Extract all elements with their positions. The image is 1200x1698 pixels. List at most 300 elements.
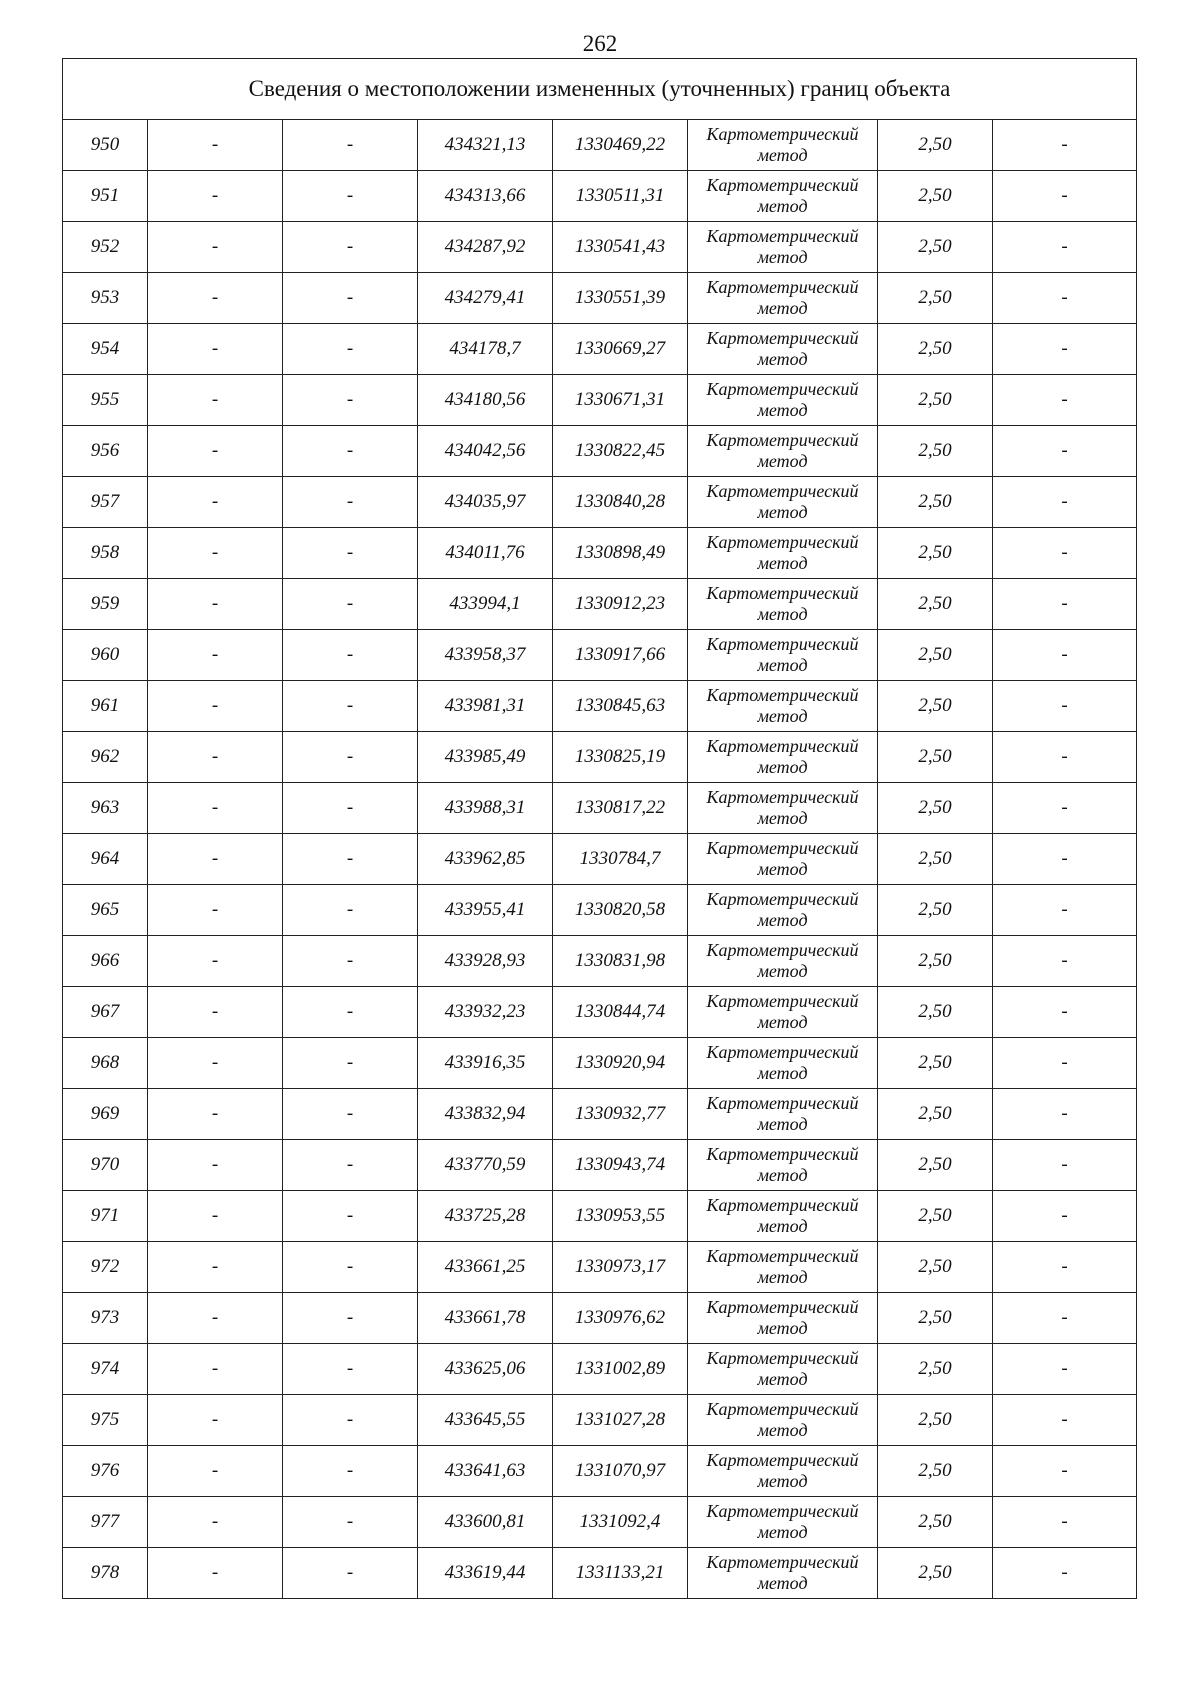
accuracy-cell: 2,50 [878, 834, 993, 885]
x-coordinate-cell: 433932,23 [418, 987, 553, 1038]
accuracy-cell: 2,50 [878, 477, 993, 528]
accuracy-cell: 2,50 [878, 1395, 993, 1446]
empty-cell: - [993, 171, 1137, 222]
method-line: Картометрический [706, 1297, 859, 1317]
table-row [63, 528, 1137, 579]
method-line: метод [757, 196, 808, 216]
point-number-cell: 962 [63, 732, 148, 783]
table-row [63, 222, 1137, 273]
empty-cell: - [283, 1191, 418, 1242]
empty-cell: - [283, 273, 418, 324]
empty-cell: - [993, 681, 1137, 732]
empty-cell: - [283, 936, 418, 987]
method-line: метод [757, 451, 808, 471]
y-coordinate-cell: 1330976,62 [553, 1293, 688, 1344]
point-number-cell: 958 [63, 528, 148, 579]
empty-cell: - [993, 528, 1137, 579]
method-cell [688, 1038, 878, 1089]
method-line: метод [757, 247, 808, 267]
y-coordinate-cell: 1330469,22 [553, 120, 688, 171]
method-cell [688, 477, 878, 528]
y-coordinate-cell: 1330917,66 [553, 630, 688, 681]
point-number-cell: 969 [63, 1089, 148, 1140]
y-coordinate-cell: 1330817,22 [553, 783, 688, 834]
method-line: метод [757, 1471, 808, 1491]
method-line: метод [757, 553, 808, 573]
table-heading: Сведения о местоположении измененных (уточненных) границ объекта [63, 59, 1137, 120]
accuracy-cell: 2,50 [878, 222, 993, 273]
x-coordinate-cell: 434035,97 [418, 477, 553, 528]
empty-cell: - [993, 426, 1137, 477]
table-row [63, 630, 1137, 681]
point-number-cell: 966 [63, 936, 148, 987]
accuracy-cell: 2,50 [878, 426, 993, 477]
empty-cell: - [148, 936, 283, 987]
accuracy-cell: 2,50 [878, 1548, 993, 1599]
point-number-cell: 974 [63, 1344, 148, 1395]
x-coordinate-cell: 433988,31 [418, 783, 553, 834]
point-number-cell: 961 [63, 681, 148, 732]
empty-cell: - [148, 783, 283, 834]
x-coordinate-cell: 434321,13 [418, 120, 553, 171]
method-line: метод [757, 1522, 808, 1542]
empty-cell: - [283, 375, 418, 426]
method-cell [688, 1140, 878, 1191]
empty-cell: - [283, 1395, 418, 1446]
method-cell [688, 171, 878, 222]
method-cell [688, 120, 878, 171]
table-row [63, 120, 1137, 171]
table-row [63, 1395, 1137, 1446]
accuracy-cell: 2,50 [878, 936, 993, 987]
method-line: метод [757, 910, 808, 930]
method-cell [688, 1344, 878, 1395]
method-line: Картометрический [706, 1042, 859, 1062]
empty-cell: - [283, 222, 418, 273]
table-row [63, 1242, 1137, 1293]
method-line: Картометрический [706, 124, 859, 144]
method-line: Картометрический [706, 1144, 859, 1164]
empty-cell: - [993, 222, 1137, 273]
method-cell [688, 426, 878, 477]
table-row [63, 1191, 1137, 1242]
empty-cell: - [993, 1191, 1137, 1242]
method-line: метод [757, 1063, 808, 1083]
x-coordinate-cell: 433645,55 [418, 1395, 553, 1446]
empty-cell: - [993, 987, 1137, 1038]
method-cell [688, 1395, 878, 1446]
empty-cell: - [283, 1293, 418, 1344]
table-row [63, 1089, 1137, 1140]
method-line: метод [757, 655, 808, 675]
method-line: Картометрический [706, 940, 859, 960]
point-number-cell: 976 [63, 1446, 148, 1497]
method-line: Картометрический [706, 685, 859, 705]
table-row [63, 1497, 1137, 1548]
page-number: 262 [582, 31, 618, 56]
method-cell [688, 579, 878, 630]
method-cell [688, 630, 878, 681]
x-coordinate-cell: 433619,44 [418, 1548, 553, 1599]
method-line: Картометрический [706, 838, 859, 858]
empty-cell: - [993, 579, 1137, 630]
empty-cell: - [148, 222, 283, 273]
method-line: метод [757, 1267, 808, 1287]
method-cell [688, 1548, 878, 1599]
method-cell [688, 1191, 878, 1242]
accuracy-cell: 2,50 [878, 1038, 993, 1089]
method-line: Картометрический [706, 175, 859, 195]
empty-cell: - [148, 171, 283, 222]
point-number-cell: 957 [63, 477, 148, 528]
point-number-cell: 952 [63, 222, 148, 273]
method-cell [688, 1293, 878, 1344]
table-row [63, 987, 1137, 1038]
method-line: Картометрический [706, 583, 859, 603]
accuracy-cell: 2,50 [878, 120, 993, 171]
empty-cell: - [148, 1497, 283, 1548]
method-line: Картометрический [706, 634, 859, 654]
table-row [63, 477, 1137, 528]
empty-cell: - [993, 732, 1137, 783]
method-line: Картометрический [706, 1195, 859, 1215]
empty-cell: - [148, 834, 283, 885]
empty-cell: - [283, 1038, 418, 1089]
method-cell [688, 936, 878, 987]
method-cell [688, 1497, 878, 1548]
method-line: метод [757, 298, 808, 318]
method-line: метод [757, 604, 808, 624]
empty-cell: - [993, 1140, 1137, 1191]
accuracy-cell: 2,50 [878, 1293, 993, 1344]
method-cell [688, 987, 878, 1038]
empty-cell: - [148, 1293, 283, 1344]
empty-cell: - [148, 681, 283, 732]
accuracy-cell: 2,50 [878, 1140, 993, 1191]
table-row [63, 1548, 1137, 1599]
empty-cell: - [148, 477, 283, 528]
x-coordinate-cell: 434313,66 [418, 171, 553, 222]
point-number-cell: 964 [63, 834, 148, 885]
accuracy-cell: 2,50 [878, 375, 993, 426]
method-line: метод [757, 706, 808, 726]
empty-cell: - [283, 477, 418, 528]
method-line: метод [757, 808, 808, 828]
point-number-cell: 953 [63, 273, 148, 324]
method-line: Картометрический [706, 889, 859, 909]
empty-cell: - [283, 987, 418, 1038]
empty-cell: - [993, 1038, 1137, 1089]
accuracy-cell: 2,50 [878, 1191, 993, 1242]
empty-cell: - [283, 1344, 418, 1395]
accuracy-cell: 2,50 [878, 528, 993, 579]
y-coordinate-cell: 1331070,97 [553, 1446, 688, 1497]
table-body [63, 59, 1137, 1599]
empty-cell: - [148, 1089, 283, 1140]
empty-cell: - [148, 1548, 283, 1599]
empty-cell: - [148, 1446, 283, 1497]
point-number-cell: 968 [63, 1038, 148, 1089]
empty-cell: - [283, 1089, 418, 1140]
y-coordinate-cell: 1330920,94 [553, 1038, 688, 1089]
method-line: метод [757, 757, 808, 777]
y-coordinate-cell: 1330822,45 [553, 426, 688, 477]
accuracy-cell: 2,50 [878, 1344, 993, 1395]
empty-cell: - [283, 528, 418, 579]
method-cell [688, 273, 878, 324]
empty-cell: - [283, 783, 418, 834]
point-number-cell: 965 [63, 885, 148, 936]
empty-cell: - [148, 1038, 283, 1089]
table-row [63, 732, 1137, 783]
y-coordinate-cell: 1330840,28 [553, 477, 688, 528]
accuracy-cell: 2,50 [878, 681, 993, 732]
accuracy-cell: 2,50 [878, 579, 993, 630]
x-coordinate-cell: 433770,59 [418, 1140, 553, 1191]
point-number-cell: 959 [63, 579, 148, 630]
method-line: Картометрический [706, 787, 859, 807]
empty-cell: - [993, 1548, 1137, 1599]
empty-cell: - [283, 1548, 418, 1599]
table-heading-row [63, 59, 1137, 120]
x-coordinate-cell: 434178,7 [418, 324, 553, 375]
method-line: Картометрический [706, 481, 859, 501]
accuracy-cell: 2,50 [878, 885, 993, 936]
y-coordinate-cell: 1330898,49 [553, 528, 688, 579]
accuracy-cell: 2,50 [878, 630, 993, 681]
table-row [63, 936, 1137, 987]
empty-cell: - [283, 681, 418, 732]
method-cell [688, 1242, 878, 1293]
empty-cell: - [148, 987, 283, 1038]
y-coordinate-cell: 1331027,28 [553, 1395, 688, 1446]
accuracy-cell: 2,50 [878, 1089, 993, 1140]
table-row [63, 1293, 1137, 1344]
accuracy-cell: 2,50 [878, 1497, 993, 1548]
method-line: Картометрический [706, 328, 859, 348]
method-line: Картометрический [706, 1399, 859, 1419]
x-coordinate-cell: 434042,56 [418, 426, 553, 477]
y-coordinate-cell: 1330912,23 [553, 579, 688, 630]
x-coordinate-cell: 434287,92 [418, 222, 553, 273]
method-cell [688, 732, 878, 783]
empty-cell: - [993, 375, 1137, 426]
method-line: метод [757, 145, 808, 165]
empty-cell: - [148, 1242, 283, 1293]
point-number-cell: 970 [63, 1140, 148, 1191]
y-coordinate-cell: 1330671,31 [553, 375, 688, 426]
y-coordinate-cell: 1330541,43 [553, 222, 688, 273]
table-row [63, 885, 1137, 936]
empty-cell: - [993, 1497, 1137, 1548]
method-line: метод [757, 961, 808, 981]
empty-cell: - [993, 120, 1137, 171]
accuracy-cell: 2,50 [878, 987, 993, 1038]
point-number-cell: 963 [63, 783, 148, 834]
point-number-cell: 951 [63, 171, 148, 222]
method-line: метод [757, 1114, 808, 1134]
method-line: метод [757, 1420, 808, 1440]
method-line: метод [757, 1012, 808, 1032]
empty-cell: - [148, 1191, 283, 1242]
table-row [63, 783, 1137, 834]
y-coordinate-cell: 1330845,63 [553, 681, 688, 732]
method-line: метод [757, 400, 808, 420]
table-row [63, 1140, 1137, 1191]
method-line: метод [757, 1369, 808, 1389]
method-line: Картометрический [706, 277, 859, 297]
y-coordinate-cell: 1330669,27 [553, 324, 688, 375]
point-number-cell: 954 [63, 324, 148, 375]
empty-cell: - [993, 834, 1137, 885]
table-row [63, 681, 1137, 732]
empty-cell: - [283, 630, 418, 681]
y-coordinate-cell: 1330551,39 [553, 273, 688, 324]
empty-cell: - [993, 783, 1137, 834]
x-coordinate-cell: 433928,93 [418, 936, 553, 987]
empty-cell: - [148, 630, 283, 681]
empty-cell: - [283, 120, 418, 171]
point-number-cell: 955 [63, 375, 148, 426]
y-coordinate-cell: 1330831,98 [553, 936, 688, 987]
empty-cell: - [148, 732, 283, 783]
empty-cell: - [993, 936, 1137, 987]
empty-cell: - [283, 324, 418, 375]
x-coordinate-cell: 433661,25 [418, 1242, 553, 1293]
empty-cell: - [148, 375, 283, 426]
empty-cell: - [283, 171, 418, 222]
boundary-coordinates-table [62, 58, 1137, 1599]
method-line: метод [757, 1165, 808, 1185]
y-coordinate-cell: 1330844,74 [553, 987, 688, 1038]
y-coordinate-cell: 1331002,89 [553, 1344, 688, 1395]
empty-cell: - [283, 426, 418, 477]
x-coordinate-cell: 434011,76 [418, 528, 553, 579]
point-number-cell: 950 [63, 120, 148, 171]
method-line: Картометрический [706, 1450, 859, 1470]
empty-cell: - [993, 273, 1137, 324]
empty-cell: - [283, 1497, 418, 1548]
point-number-cell: 956 [63, 426, 148, 477]
accuracy-cell: 2,50 [878, 171, 993, 222]
empty-cell: - [148, 1344, 283, 1395]
method-line: Картометрический [706, 1348, 859, 1368]
x-coordinate-cell: 433958,37 [418, 630, 553, 681]
empty-cell: - [283, 834, 418, 885]
table-row [63, 1038, 1137, 1089]
x-coordinate-cell: 433916,35 [418, 1038, 553, 1089]
y-coordinate-cell: 1330511,31 [553, 171, 688, 222]
y-coordinate-cell: 1331092,4 [553, 1497, 688, 1548]
accuracy-cell: 2,50 [878, 1446, 993, 1497]
point-number-cell: 967 [63, 987, 148, 1038]
empty-cell: - [148, 426, 283, 477]
empty-cell: - [148, 528, 283, 579]
empty-cell: - [148, 273, 283, 324]
method-line: Картометрический [706, 736, 859, 756]
empty-cell: - [283, 1140, 418, 1191]
method-line: метод [757, 1216, 808, 1236]
empty-cell: - [993, 477, 1137, 528]
x-coordinate-cell: 433725,28 [418, 1191, 553, 1242]
method-cell [688, 528, 878, 579]
table-row [63, 375, 1137, 426]
empty-cell: - [993, 1395, 1137, 1446]
method-cell [688, 885, 878, 936]
method-line: метод [757, 859, 808, 879]
x-coordinate-cell: 433625,06 [418, 1344, 553, 1395]
x-coordinate-cell: 433994,1 [418, 579, 553, 630]
table-row [63, 579, 1137, 630]
accuracy-cell: 2,50 [878, 273, 993, 324]
accuracy-cell: 2,50 [878, 1242, 993, 1293]
table-row [63, 324, 1137, 375]
table-row [63, 1446, 1137, 1497]
method-cell [688, 375, 878, 426]
empty-cell: - [283, 732, 418, 783]
empty-cell: - [148, 1395, 283, 1446]
method-line: Картометрический [706, 532, 859, 552]
empty-cell: - [993, 1242, 1137, 1293]
x-coordinate-cell: 433641,63 [418, 1446, 553, 1497]
method-line: метод [757, 502, 808, 522]
point-number-cell: 971 [63, 1191, 148, 1242]
empty-cell: - [993, 630, 1137, 681]
method-line: Картометрический [706, 1501, 859, 1521]
empty-cell: - [993, 1446, 1137, 1497]
empty-cell: - [283, 579, 418, 630]
method-line: Картометрический [706, 1246, 859, 1266]
y-coordinate-cell: 1330932,77 [553, 1089, 688, 1140]
x-coordinate-cell: 433962,85 [418, 834, 553, 885]
method-line: Картометрический [706, 430, 859, 450]
x-coordinate-cell: 433955,41 [418, 885, 553, 936]
empty-cell: - [148, 885, 283, 936]
method-line: Картометрический [706, 1093, 859, 1113]
method-cell [688, 324, 878, 375]
x-coordinate-cell: 434279,41 [418, 273, 553, 324]
point-number-cell: 960 [63, 630, 148, 681]
empty-cell: - [993, 885, 1137, 936]
y-coordinate-cell: 1330820,58 [553, 885, 688, 936]
x-coordinate-cell: 433832,94 [418, 1089, 553, 1140]
point-number-cell: 977 [63, 1497, 148, 1548]
empty-cell: - [993, 324, 1137, 375]
method-line: метод [757, 1573, 808, 1593]
point-number-cell: 978 [63, 1548, 148, 1599]
method-cell [688, 834, 878, 885]
empty-cell: - [283, 1446, 418, 1497]
y-coordinate-cell: 1331133,21 [553, 1548, 688, 1599]
y-coordinate-cell: 1330973,17 [553, 1242, 688, 1293]
method-line: Картометрический [706, 379, 859, 399]
table-row [63, 273, 1137, 324]
table-row [63, 1344, 1137, 1395]
y-coordinate-cell: 1330953,55 [553, 1191, 688, 1242]
y-coordinate-cell: 1330943,74 [553, 1140, 688, 1191]
point-number-cell: 975 [63, 1395, 148, 1446]
method-cell [688, 222, 878, 273]
table-row [63, 834, 1137, 885]
x-coordinate-cell: 433661,78 [418, 1293, 553, 1344]
empty-cell: - [148, 1140, 283, 1191]
x-coordinate-cell: 433981,31 [418, 681, 553, 732]
method-line: Картометрический [706, 226, 859, 246]
accuracy-cell: 2,50 [878, 732, 993, 783]
table-row [63, 171, 1137, 222]
point-number-cell: 972 [63, 1242, 148, 1293]
empty-cell: - [148, 579, 283, 630]
